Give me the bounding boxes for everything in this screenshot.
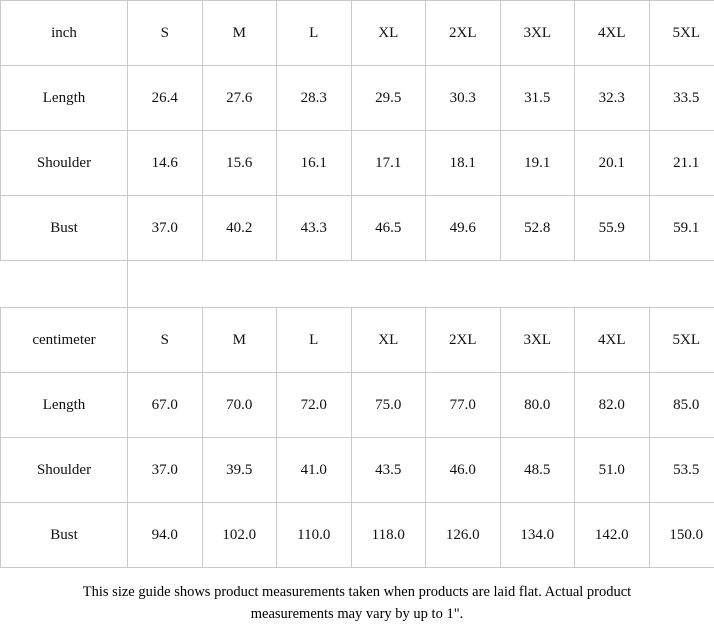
size-header-cm-s: S (128, 308, 203, 373)
cell-bust-cm-3xl: 134.0 (500, 503, 575, 568)
cell-bust-inch-4xl: 55.9 (575, 196, 650, 261)
cell-bust-cm-m: 102.0 (202, 503, 277, 568)
cell-bust-cm-s: 94.0 (128, 503, 203, 568)
spacer-cell (426, 261, 501, 308)
size-header-l: L (277, 1, 352, 66)
cell-length-cm-4xl: 82.0 (575, 373, 650, 438)
cell-bust-inch-l: 43.3 (277, 196, 352, 261)
size-header-5xl: 5XL (649, 1, 714, 66)
cell-length-inch-l: 28.3 (277, 66, 352, 131)
cell-length-inch-2xl: 30.3 (426, 66, 501, 131)
cell-length-cm-3xl: 80.0 (500, 373, 575, 438)
cell-shoulder-inch-5xl: 21.1 (649, 131, 714, 196)
cell-bust-inch-2xl: 49.6 (426, 196, 501, 261)
size-header-m: M (202, 1, 277, 66)
cell-shoulder-inch-4xl: 20.1 (575, 131, 650, 196)
footnote-line-1: This size guide shows product measurements taken when products are laid flat. Actual product (82, 584, 632, 600)
size-header-cm-3xl: 3XL (500, 308, 575, 373)
table-row (1, 373, 714, 438)
cell-shoulder-inch-l: 16.1 (277, 131, 352, 196)
cell-shoulder-cm-5xl: 53.5 (649, 438, 714, 503)
cell-shoulder-cm-xl: 43.5 (351, 438, 426, 503)
cell-length-cm-m: 70.0 (202, 373, 277, 438)
cell-shoulder-cm-l: 41.0 (277, 438, 352, 503)
size-header-cm-4xl: 4XL (575, 308, 650, 373)
size-header-cm-5xl: 5XL (649, 308, 714, 373)
size-header-4xl: 4XL (575, 1, 650, 66)
size-header-xl: XL (351, 1, 426, 66)
size-header-cm-2xl: 2XL (426, 308, 501, 373)
cell-length-inch-4xl: 32.3 (575, 66, 650, 131)
cell-bust-cm-l: 110.0 (277, 503, 352, 568)
table-spacer-row (1, 261, 714, 308)
cell-length-cm-xl: 75.0 (351, 373, 426, 438)
cell-shoulder-inch-m: 15.6 (202, 131, 277, 196)
spacer-cell (575, 261, 650, 308)
cell-shoulder-cm-2xl: 46.0 (426, 438, 501, 503)
table-row (1, 66, 714, 131)
spacer-cell (649, 261, 714, 308)
measurement-label-shoulder-inch: Shoulder (1, 131, 128, 196)
cell-bust-cm-4xl: 142.0 (575, 503, 650, 568)
size-header-2xl: 2XL (426, 1, 501, 66)
cell-shoulder-inch-3xl: 19.1 (500, 131, 575, 196)
cell-bust-cm-xl: 118.0 (351, 503, 426, 568)
cell-length-inch-5xl: 33.5 (649, 66, 714, 131)
size-header-3xl: 3XL (500, 1, 575, 66)
cell-shoulder-cm-3xl: 48.5 (500, 438, 575, 503)
cell-bust-inch-m: 40.2 (202, 196, 277, 261)
footnote-line-2: measurements may vary by up to 1". (250, 606, 464, 623)
spacer-cell (202, 261, 277, 308)
cell-bust-inch-xl: 46.5 (351, 196, 426, 261)
table-row (1, 196, 714, 261)
measurement-label-length-inch: Length (1, 66, 128, 131)
spacer-cell (500, 261, 575, 308)
cell-shoulder-cm-m: 39.5 (202, 438, 277, 503)
cell-shoulder-inch-2xl: 18.1 (426, 131, 501, 196)
cell-shoulder-inch-s: 14.6 (128, 131, 203, 196)
spacer-cell (351, 261, 426, 308)
measurement-label-length-cm: Length (1, 373, 128, 438)
cell-shoulder-cm-s: 37.0 (128, 438, 203, 503)
size-header-cm-m: M (202, 308, 277, 373)
table-row (1, 131, 714, 196)
unit-label-inch: inch (1, 1, 128, 66)
cell-length-cm-s: 67.0 (128, 373, 203, 438)
spacer-cell (1, 261, 128, 308)
cell-length-cm-2xl: 77.0 (426, 373, 501, 438)
table-row (1, 438, 714, 503)
cell-bust-cm-2xl: 126.0 (426, 503, 501, 568)
measurement-label-bust-inch: Bust (1, 196, 128, 261)
cell-length-inch-3xl: 31.5 (500, 66, 575, 131)
cell-length-cm-l: 72.0 (277, 373, 352, 438)
cell-bust-inch-5xl: 59.1 (649, 196, 714, 261)
cell-bust-inch-3xl: 52.8 (500, 196, 575, 261)
cell-length-inch-s: 26.4 (128, 66, 203, 131)
measurement-label-bust-cm: Bust (1, 503, 128, 568)
spacer-cell (277, 261, 352, 308)
size-guide-footnote (0, 568, 714, 626)
cell-bust-inch-s: 37.0 (128, 196, 203, 261)
table-row (1, 503, 714, 568)
cell-length-inch-xl: 29.5 (351, 66, 426, 131)
cell-shoulder-inch-xl: 17.1 (351, 131, 426, 196)
table-header-row-centimeter (1, 308, 714, 373)
cell-bust-cm-5xl: 150.0 (649, 503, 714, 568)
size-header-s: S (128, 1, 203, 66)
size-header-cm-xl: XL (351, 308, 426, 373)
unit-label-centimeter: centimeter (1, 308, 128, 373)
size-header-cm-l: L (277, 308, 352, 373)
cell-shoulder-cm-4xl: 51.0 (575, 438, 650, 503)
spacer-cell (128, 261, 203, 308)
measurement-label-shoulder-cm: Shoulder (1, 438, 128, 503)
table-header-row-inch (1, 1, 714, 66)
cell-length-inch-m: 27.6 (202, 66, 277, 131)
cell-length-cm-5xl: 85.0 (649, 373, 714, 438)
